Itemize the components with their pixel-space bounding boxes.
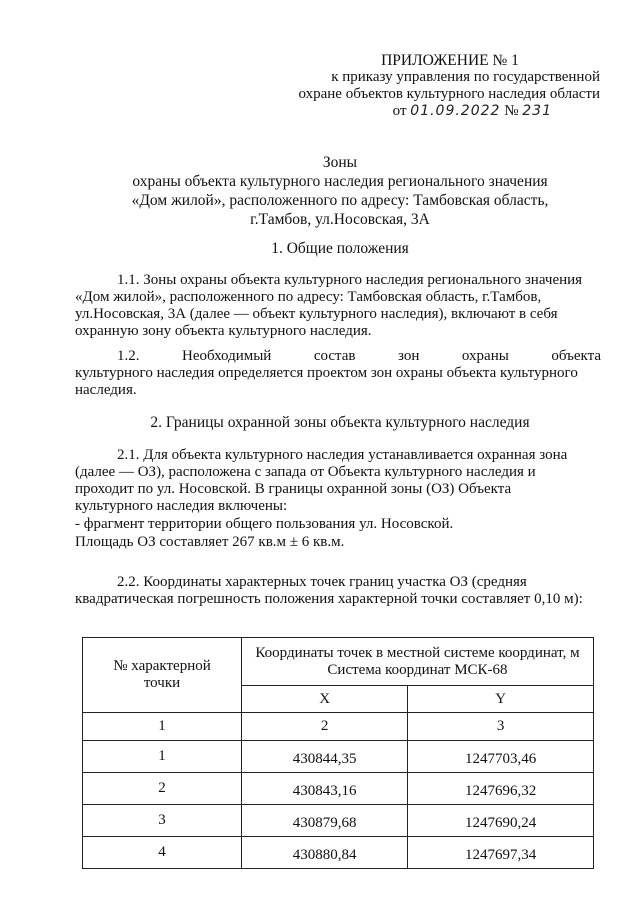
title-line-3: «Дом жилой», расположенного по адресу: Тамбовская область, (131, 192, 549, 209)
y-coordinate: 1247697,34 (408, 837, 594, 869)
appendix-line-2: охране объектов культурного наследия области (298, 86, 600, 102)
p12-word-5: охраны (461, 348, 509, 364)
header-group-line-2: Система координат МСК-68 (327, 661, 508, 678)
p11-line-4: охранную зону объекта культурного наследия. (75, 323, 372, 339)
p12-word-4: зон (398, 348, 420, 364)
handwritten-number: 231 (522, 103, 552, 119)
title-line-2: охраны объекта культурного наследия регионального значения (132, 173, 548, 190)
bullet-item: - фрагмент территории общего пользования ул. Носовской. (75, 516, 454, 532)
y-coordinate: 1247690,24 (408, 805, 594, 837)
paragraph-2-1 (75, 447, 601, 515)
area-text: Площадь ОЗ составляет 267 кв.м ± 6 кв.м. (75, 534, 345, 550)
date-prefix: от (392, 103, 407, 119)
number-sign: № (504, 103, 519, 119)
p21-line-4: культурного наследия включены: (75, 498, 288, 514)
appendix-line-1: к приказу управления по государственной (331, 69, 600, 85)
column-number-row (83, 713, 594, 741)
column-number-3: 3 (408, 713, 594, 741)
p12-line-2: культурного наследия определяется проектом зон охраны объекта культурного (75, 365, 578, 381)
point-number: 4 (83, 837, 242, 869)
point-number: 1 (83, 741, 242, 773)
p22-text-1: 2.2. Координаты характерных точек границ участка ОЗ (средняя (117, 574, 527, 590)
p12-line-3: наследия. (75, 382, 137, 398)
p22-line-2: квадратическая погрешность положения характерной точки составляет 0,10 м): (75, 591, 583, 607)
x-coordinate: 430880,84 (242, 837, 408, 869)
p12-word-2: Необходимый (182, 348, 272, 364)
appendix-title: ПРИЛОЖЕНИЕ № 1 (381, 52, 519, 69)
column-number-2: 2 (242, 713, 408, 741)
table-row (83, 773, 594, 805)
paragraph-1-2 (75, 348, 601, 399)
header-point-number (83, 638, 242, 713)
point-number: 2 (83, 773, 242, 805)
y-coordinate: 1247703,46 (408, 741, 594, 773)
title-line-1: Зоны (322, 154, 358, 171)
coordinates-table (82, 637, 594, 869)
header-coordinates-group (242, 638, 594, 686)
table-row (83, 741, 594, 773)
section-2-heading: 2. Границы охранной зоны объекта культурного наследия (150, 414, 530, 431)
header-point-line-1: № характерной (113, 658, 211, 674)
p21-text-1: 2.1. Для объекта культурного наследия устанавливается охранная зона (117, 447, 568, 463)
paragraph-2-2 (75, 574, 601, 608)
header-x: X (242, 686, 408, 713)
handwritten-date: 01.09.2022 (410, 103, 501, 119)
p11-line-1 (75, 272, 601, 289)
appendix-date-line (260, 103, 600, 120)
header-point-line-2: точки (143, 675, 181, 691)
x-coordinate: 430879,68 (242, 805, 408, 837)
table-row (83, 805, 594, 837)
x-coordinate: 430844,35 (242, 741, 408, 773)
p21-line-1 (75, 447, 601, 464)
p21-line-3: проходит по ул. Носовской. В границы охранной зоны (ОЗ) Объекта (75, 481, 512, 497)
appendix-header (260, 52, 600, 120)
header-group-line-1: Координаты точек в местной системе координат, м (255, 644, 580, 661)
p12-word-1: 1.2. (117, 348, 140, 364)
p11-line-3: ул.Носовская, 3А (далее — объект культурного наследия), включают в себя (75, 306, 558, 322)
p12-word-3: состав (313, 348, 356, 364)
p11-line-2: «Дом жилой», расположенного по адресу: Тамбовская область, г.Тамбов, (75, 289, 542, 305)
section-1-heading: 1. Общие положения (271, 240, 409, 257)
p22-line-1 (75, 574, 601, 591)
p12-word-6: объекта (551, 348, 601, 364)
paragraph-1-1 (75, 272, 601, 340)
table-row (83, 837, 594, 869)
area-statement (75, 534, 601, 551)
document-title (80, 153, 600, 229)
title-line-4: г.Тамбов, ул.Носовская, 3А (250, 211, 430, 228)
x-coordinate: 430843,16 (242, 773, 408, 805)
column-number-1: 1 (83, 713, 242, 741)
y-coordinate: 1247696,32 (408, 773, 594, 805)
p12-line-1 (75, 348, 601, 365)
p11-text-1: 1.1. Зоны охраны объекта культурного наследия регионального значения (117, 272, 583, 288)
p21-line-2: (далее — ОЗ), расположена с запада от Объекта культурного наследия и (75, 464, 536, 480)
point-number: 3 (83, 805, 242, 837)
header-y: Y (408, 686, 594, 713)
